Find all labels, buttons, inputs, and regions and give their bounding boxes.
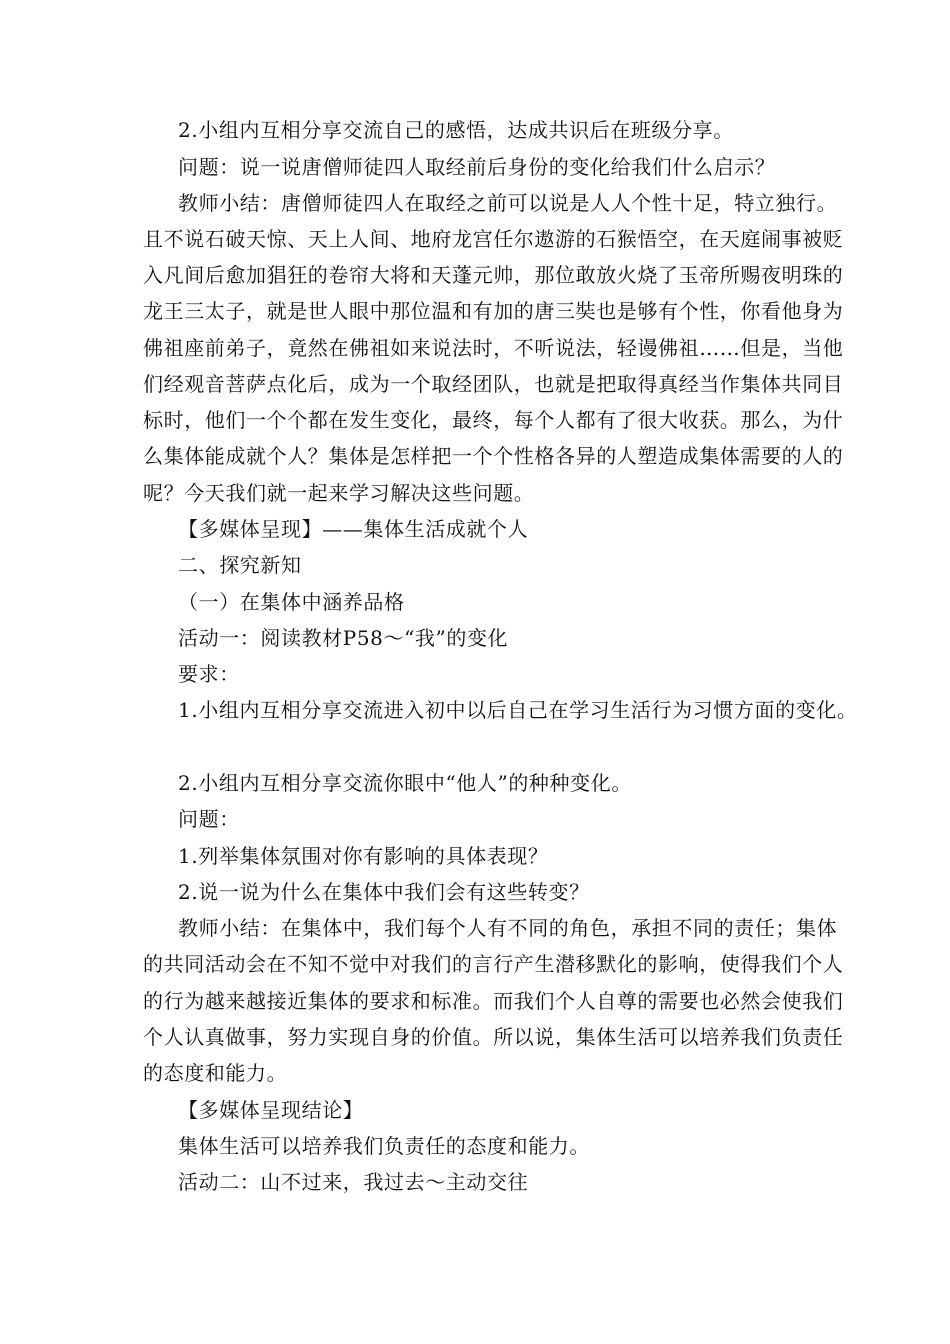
paragraph-line: 1.小组内互相分享交流进入初中以后自己在学习生活行为习惯方面的变化。 [178,698,858,722]
paragraph-line: 们经观音菩萨点化后，成为一个取经团队，也就是把取得真经当作集体共同目 [143,372,844,396]
paragraph-line: 龙王三太子，就是世人眼中那位温和有加的唐三奘也是够有个性，你看他身为 [143,299,844,323]
paragraph-line: 佛祖座前弟子，竟然在佛祖如来说法时，不听说法，轻谩佛祖……但是，当他 [143,336,844,360]
activity-heading: 活动二：山不过来，我过去～主动交往 [178,1170,529,1194]
paragraph-line: 且不说石破天惊、天上人间、地府龙宫任尔遨游的石猴悟空，在天庭闹事被贬 [143,227,844,251]
paragraph-line: 入凡间后愈加猖狂的卷帘大将和天蓬元帅，那位敢放火烧了玉帝所赐夜明珠的 [143,263,844,287]
activity-heading: 活动一：阅读教材P58～“我”的变化 [178,626,509,650]
section-heading: （一）在集体中涵养品格 [178,590,405,614]
paragraph-line: 的共同活动会在不知不觉中对我们的言行产生潜移默化的影响，使得我们个人 [143,952,844,976]
paragraph-line: 2.小组内互相分享交流你眼中“他人”的种种变化。 [178,771,632,795]
section-heading: 【多媒体呈现结论】 [178,1098,364,1122]
paragraph-line: 1.列举集体氛围对你有影响的具体表现？ [178,844,549,868]
paragraph-line: 教师小结：唐僧师徒四人在取经之前可以说是人人个性十足，特立独行。 [178,191,838,215]
paragraph-line: 呢？今天我们就一起来学习解决这些问题。 [143,481,535,505]
paragraph-line: 要求： [178,662,240,686]
paragraph-line: 集体生活可以培养我们负责任的态度和能力。 [178,1134,590,1158]
paragraph-line: 2.小组内互相分享交流自己的感悟，达成共识后在班级分享。 [178,118,734,142]
paragraph-line: 个人认真做事，努力实现自身的价值。所以说，集体生活可以培养我们负责任 [143,1025,844,1049]
paragraph-line: 2.说一说为什么在集体中我们会有这些转变？ [178,880,590,904]
paragraph-line: 问题：说一说唐僧师徒四人取经前后身份的变化给我们什么启示？ [178,155,776,179]
paragraph-line: 标时，他们一个个都在发生变化，最终，每个人都有了很大收获。那么，为什 [143,408,844,432]
paragraph-line: 教师小结：在集体中，我们每个人有不同的角色，承担不同的责任；集体 [178,916,838,940]
paragraph-line: 的态度和能力。 [143,1061,288,1085]
paragraph-line: 么集体能成就个人？集体是怎样把一个个性格各异的人塑造成集体需要的人的 [143,444,844,468]
section-heading: 二、探究新知 [178,553,302,577]
section-heading: 【多媒体呈现】——集体生活成就个人 [178,517,529,541]
paragraph-line: 问题： [178,807,240,831]
paragraph-line: 的行为越来越接近集体的要求和标准。而我们个人自尊的需要也必然会使我们 [143,989,844,1013]
